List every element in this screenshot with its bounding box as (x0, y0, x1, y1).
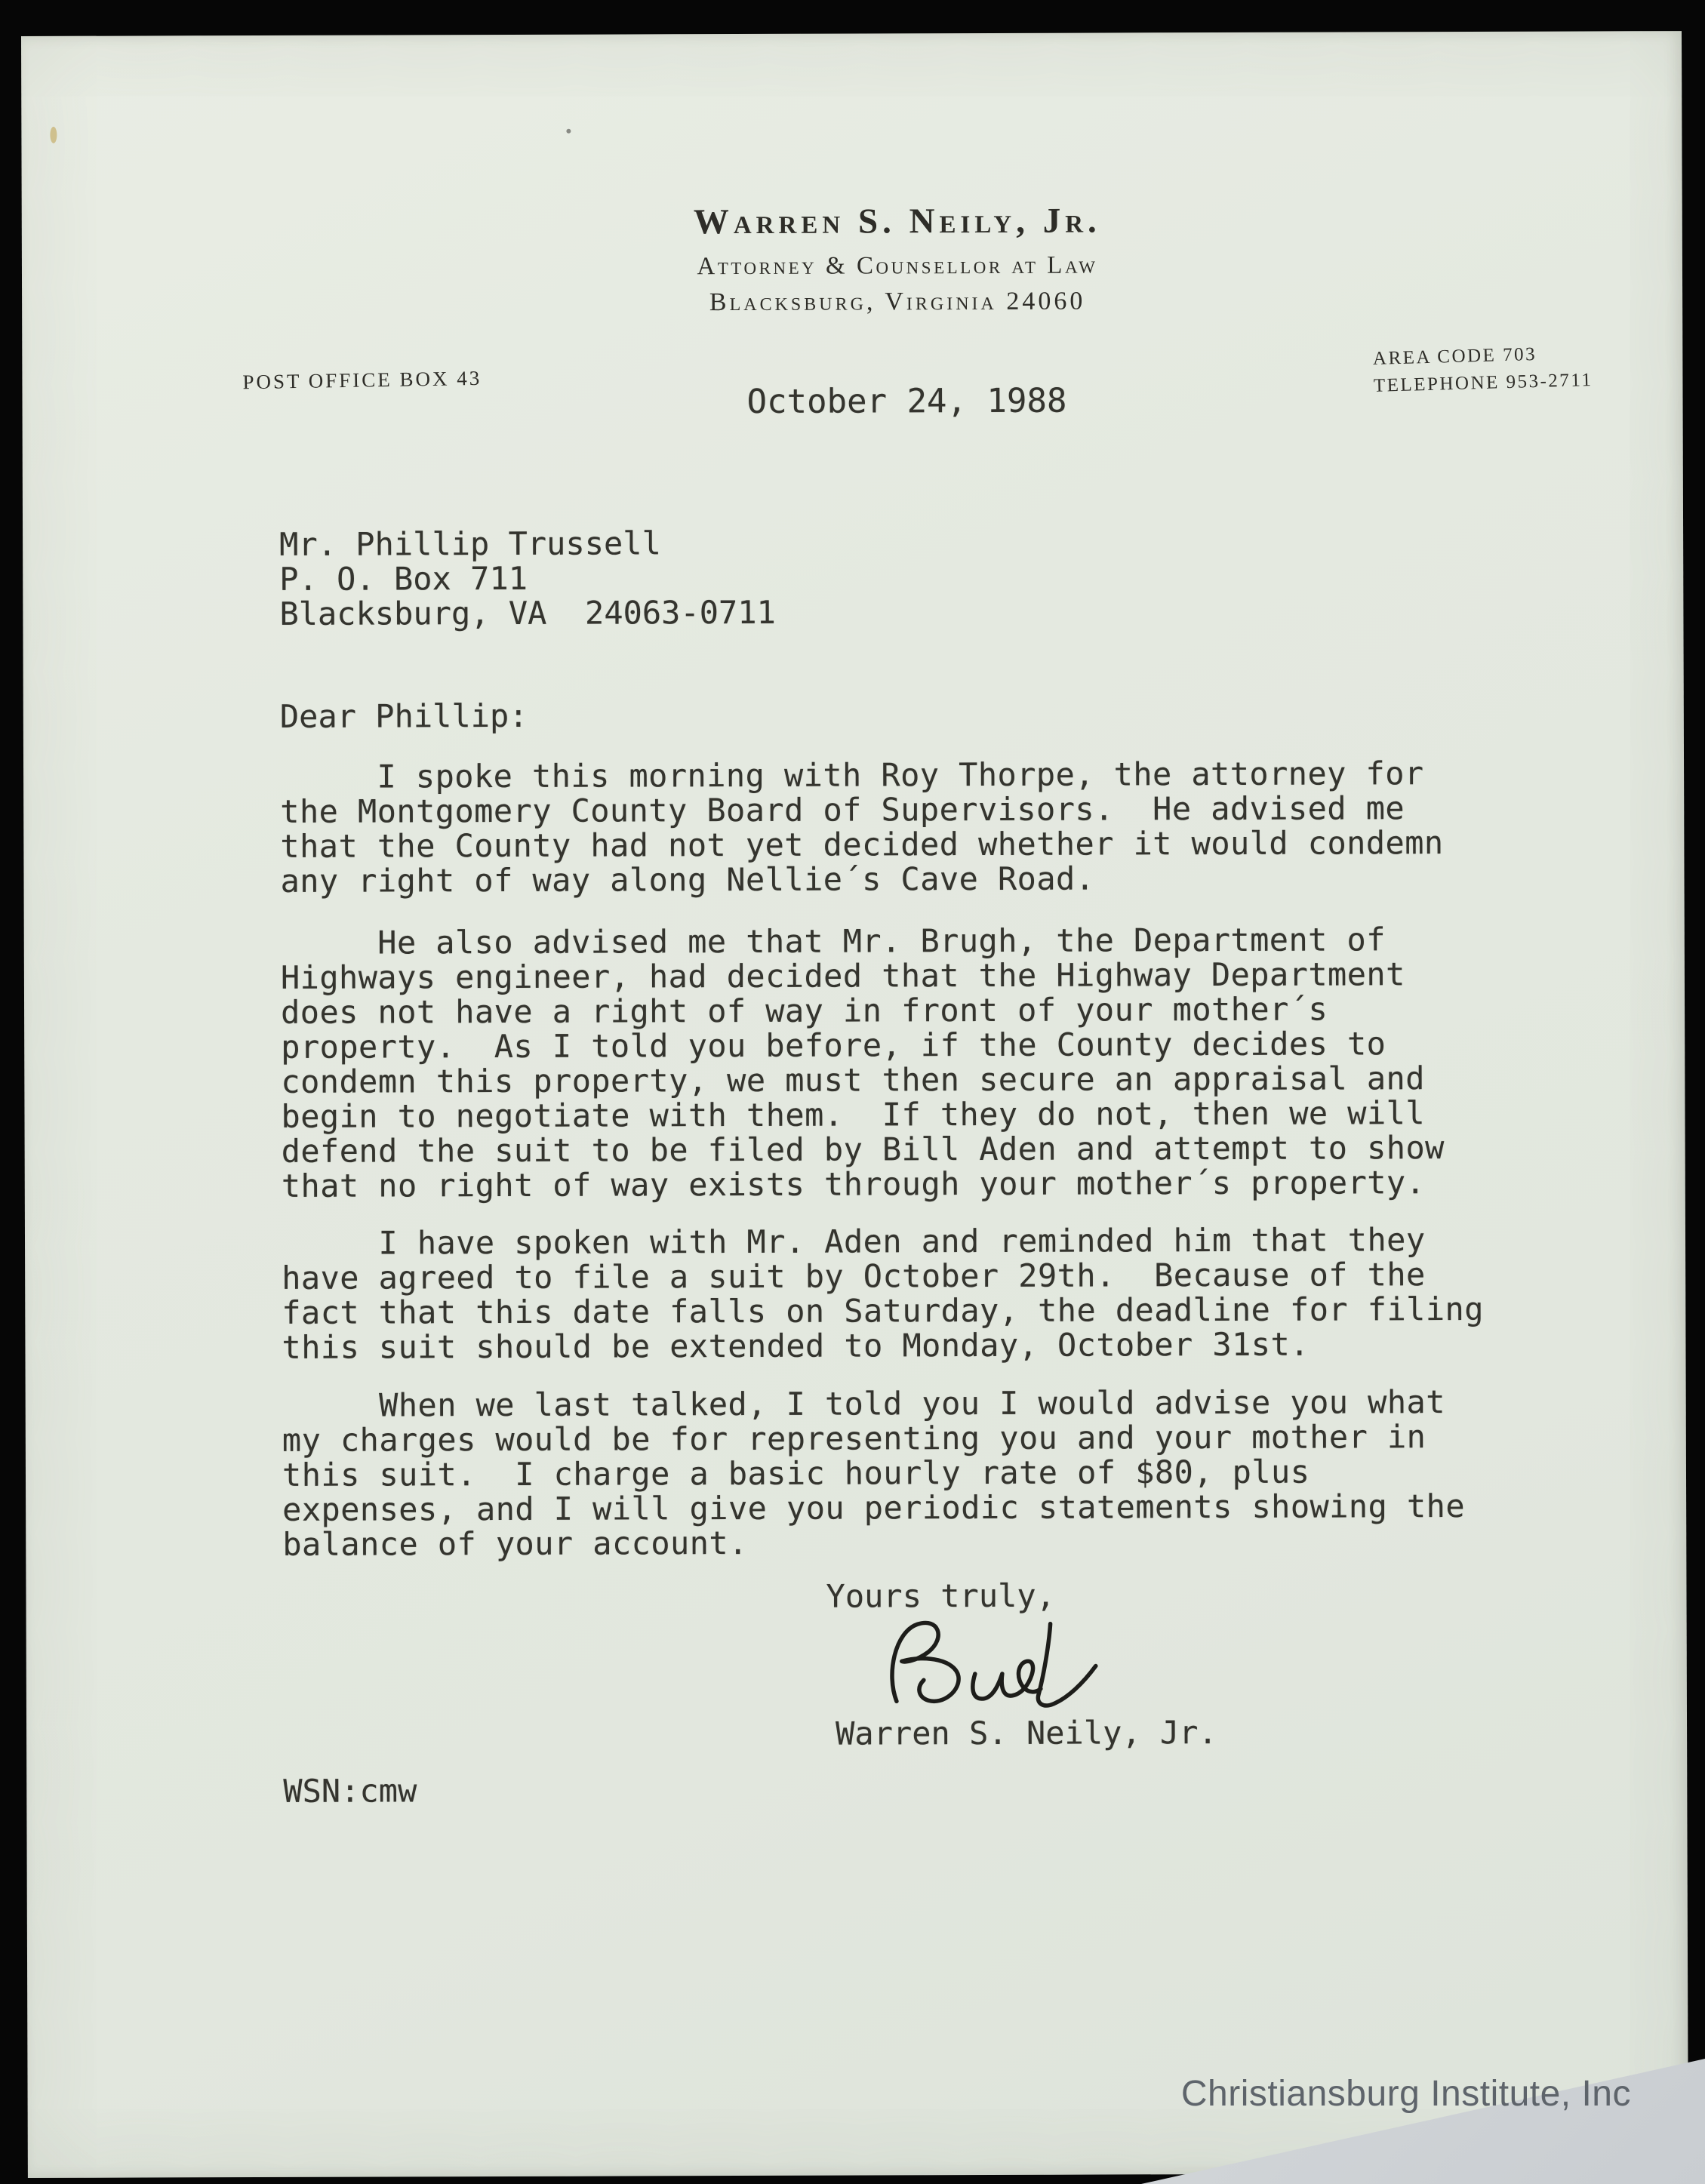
paper-dot-mark (566, 129, 571, 134)
letterhead-po-box: POST OFFICE BOX 43 (242, 366, 482, 394)
valediction: Yours truly, (826, 1576, 1056, 1615)
letterhead-address: Blacksburg, Virginia 24060 (709, 287, 1086, 317)
letterhead-area-code: AREA CODE 703 (1372, 343, 1537, 369)
typist-reference: WSN:cmw (283, 1772, 417, 1810)
archive-watermark: Christiansburg Institute, Inc (1180, 2074, 1631, 2114)
signed-name: Warren S. Neily, Jr. (835, 1714, 1217, 1752)
letterhead (67, 198, 1705, 319)
body-paragraph-2: He also advised me that Mr. Brugh, the Department of Highways engineer, had decided that the Highway Department does not have a right of way in front of your mother´s property. As I told you before, if the County decides to condemn this property, we must then secure an appraisal and begin to negotiate with them. If they do not, then we will defend the suit to be filed by Bill Aden and attempt to show that no right of way exists through your mother´s property. (280, 921, 1445, 1204)
paper-speck (50, 127, 57, 143)
salutation: Dear Phillip: (279, 697, 528, 735)
letter-date: October 24, 1988 (746, 381, 1067, 421)
letter-paper (21, 31, 1688, 2178)
letterhead-name: Warren S. Neily, Jr. (693, 201, 1101, 242)
body-paragraph-1: I spoke this morning with Roy Thorpe, the attorney for the Montgomery County Board of Supervisors. He advised me that the County had not yet decided whether it would condemn any right of way along Nellie´s Cave Road. (280, 755, 1444, 900)
body-paragraph-4: When we last talked, I told you I would advise you what my charges would be for representing you and your mother in this suit. I charge a basic hourly rate of $80, plus expenses, and I will give you periodic statements showing the balance of your account. (282, 1383, 1466, 1563)
letterhead-profession: Attorney & Counsellor at Law (697, 251, 1098, 281)
letterhead-telephone: TELEPHONE 953-2711 (1373, 369, 1593, 396)
recipient-address: Mr. Phillip Trussell P. O. Box 711 Blacksburg, VA 24063-0711 (279, 524, 776, 632)
body-paragraph-3: I have spoken with Mr. Aden and reminded him that they have agreed to file a suit by October 29th. Because of the fact that this date falls on Saturday, the deadline for filing this suit should be extended to Monday, October 31st. (281, 1221, 1484, 1366)
